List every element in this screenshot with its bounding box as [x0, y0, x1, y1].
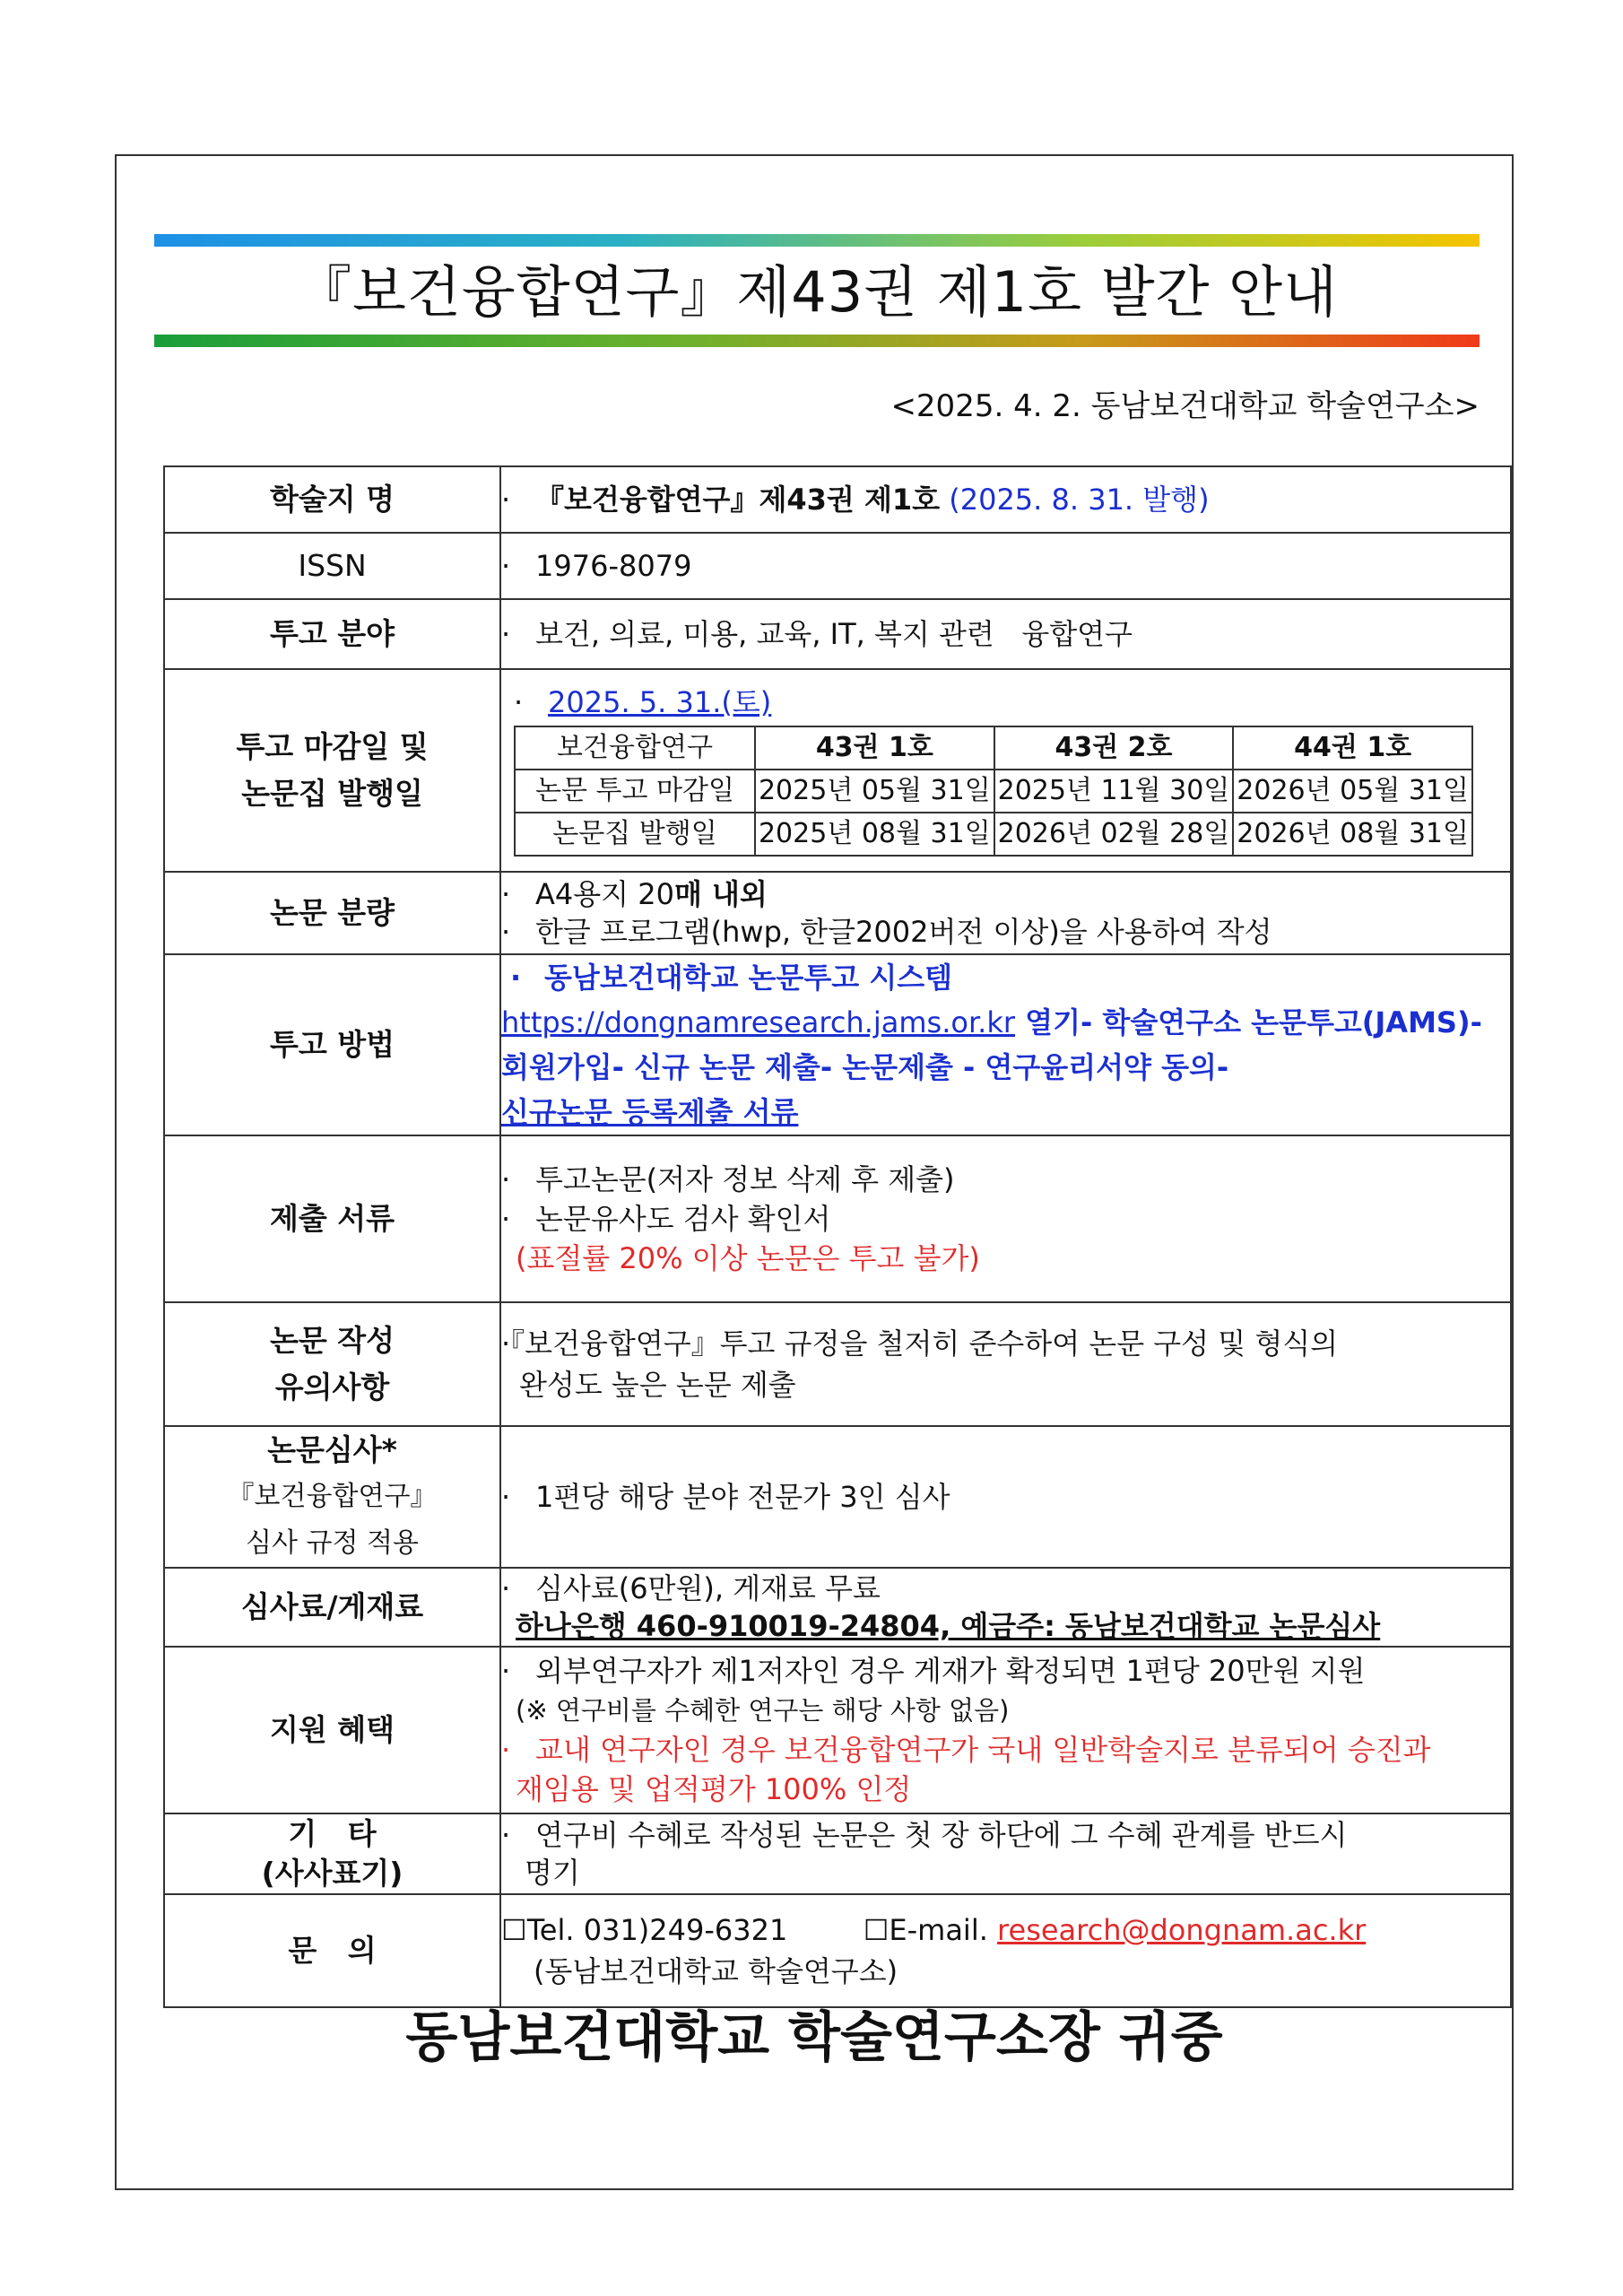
schedule-header: 43권 1호 — [755, 726, 994, 770]
fee-info: 심사료(6만원), 게재료 무료 — [535, 1571, 881, 1605]
row-label: 문 의 — [164, 1894, 500, 2007]
volume-pages: A4용지 20 — [535, 877, 674, 911]
schedule-header: 43권 2호 — [994, 726, 1234, 770]
table-row — [164, 1894, 1511, 2007]
row-value: · 1976-8079 — [500, 533, 1511, 599]
contact-email-link[interactable]: research@dongnam.ac.kr — [997, 1913, 1367, 1947]
volume-format: 한글 프로그램(hwp, 한글2002버전 이상)을 사용하여 작성 — [535, 915, 1272, 949]
row-value: · 외부연구자가 제1저자인 경우 게재가 확정되면 1편당 20만원 지원 (※ 연구비를 수혜한 연구는 해당 사항 없음) · 교내 연구자인 경우 보건융합연구가 국내 일반학술지로 분류되어 승진과 재임용 및 업적평가 100% 인정 — [500, 1647, 1511, 1813]
row-label-line: 투고 마감일 및 — [236, 729, 429, 764]
table-row — [164, 1426, 1511, 1568]
bottom-color-bar — [154, 335, 1480, 347]
row-label-line: (사사표기) — [261, 1856, 404, 1891]
table-row — [164, 466, 1511, 533]
method-step: 신규논문 등록제출 서류 — [501, 1095, 799, 1129]
page-title: 『보건융합연구』제43권 제1호 발간 안내 — [296, 259, 1338, 325]
support-item: 교내 연구자인 경우 보건융합연구가 국내 일반학술지로 분류되어 승진과 — [535, 1733, 1431, 1767]
field-value: 보건, 의료, 미용, 교육, IT, 복지 관련 융합연구 — [535, 617, 1133, 651]
journal-name: 『보건융합연구』제43권 제1호 — [535, 483, 941, 517]
support-item: 외부연구자가 제1저자인 경우 게재가 확정되면 1편당 20만원 지원 — [535, 1654, 1366, 1688]
table-row — [164, 1813, 1511, 1894]
schedule-header: 44권 1호 — [1233, 726, 1472, 770]
support-note: (※ 연구비를 수혜한 연구는 해당 사항 없음) — [516, 1695, 1010, 1726]
deadline-date-link[interactable]: 2025. 5. 31.(토) — [548, 685, 772, 719]
table-row — [164, 1568, 1511, 1647]
contact-tel: ☐Tel. 031)249-6321 — [501, 1913, 788, 1947]
schedule-header: 보건융합연구 — [515, 726, 755, 770]
row-label-line: 기 타 — [288, 1816, 377, 1851]
row-label: 학술지 명 — [164, 466, 500, 533]
review-value: 1편당 해당 분야 전문가 3인 심사 — [535, 1480, 950, 1514]
writing-note: ·『보건융합연구』투고 규정을 철저히 준수하여 논문 구성 및 형식의 — [501, 1326, 1339, 1361]
row-label — [164, 669, 500, 872]
row-label: 지원 혜택 — [164, 1647, 500, 1813]
row-value: · 심사료(6만원), 게재료 무료 하나은행 460-910019-24804, 예금주: 동남보건대학교 논문심사 — [500, 1568, 1511, 1647]
document-item: 논문유사도 검사 확인서 — [535, 1202, 831, 1236]
row-label: 심사료/게재료 — [164, 1568, 500, 1647]
table-row — [164, 599, 1511, 669]
info-table — [163, 465, 1512, 2008]
row-value: · 투고논문(저자 정보 삭제 후 제출) · 논문유사도 검사 확인서 (표절률 20% 이상 논문은 투고 불가) — [500, 1135, 1511, 1302]
bank-account: 하나은행 460-910019-24804, 예금주: 동남보건대학교 논문심사 — [516, 1609, 1381, 1643]
row-value: · 1편당 해당 분야 전문가 3인 심사 — [500, 1426, 1511, 1568]
schedule-cell: 논문집 발행일 — [515, 813, 755, 856]
table-row — [164, 1647, 1511, 1813]
etc-note: 명기 — [525, 1856, 580, 1890]
footer-signature: 동남보건대학교 학술연구소장 귀중 — [405, 2006, 1223, 2069]
row-label-line: 『보건융합연구』 — [227, 1481, 438, 1512]
method-system: 동남보건대학교 논문투고 시스템 — [544, 961, 953, 995]
row-label-line: 심사 규정 적용 — [246, 1527, 419, 1559]
schedule-cell: 2025년 05월 31일 — [755, 770, 994, 813]
schedule-table — [514, 726, 1473, 857]
method-step: 열기- 학술연구소 논문투고(JAMS)- — [1015, 1005, 1482, 1039]
table-row — [164, 1135, 1511, 1302]
schedule-cell: 2026년 08월 31일 — [1233, 813, 1472, 856]
row-value — [500, 1894, 1511, 2007]
row-label: 제출 서류 — [164, 1135, 500, 1302]
top-color-bar — [154, 234, 1480, 247]
row-value: · 2025. 5. 31.(토) 보건융합연구 43권 1호 43권 2호 44권 1호 논문 투고 마감일 2025년 05월 31일 2025년 11월 30일 2026년 05월 31일 논문집 발행일 2025년 08월 31일 2026년 02월 28일 2026년 08월 31일 — [500, 669, 1511, 872]
row-label: 투고 방법 — [164, 954, 500, 1135]
dateline: <2025. 4. 2. 동남보건대학교 학술연구소> — [890, 388, 1480, 424]
row-label — [164, 1302, 500, 1426]
writing-note: 완성도 높은 논문 제출 — [519, 1368, 796, 1402]
volume-limit: 매 내외 — [673, 877, 768, 911]
issn-value: 1976-8079 — [535, 549, 692, 583]
support-item: 재임용 및 업적평가 100% 인정 — [516, 1772, 912, 1806]
row-label-line: 논문심사* — [267, 1432, 397, 1467]
journal-date: (2025. 8. 31. 발행) — [949, 483, 1210, 517]
row-value: · 동남보건대학교 논문투고 시스템 https://dongnamresearch.jams.or.kr 열기- 학술연구소 논문투고(JAMS)- 회원가입- 신규 논문 제출- 논문제출 - 연구윤리서약 동의- 신규논문 등록제출 서류 — [500, 954, 1511, 1135]
schedule-cell: 논문 투고 마감일 — [515, 770, 755, 813]
contact-org: (동남보건대학교 학술연구소) — [534, 1954, 898, 1988]
schedule-cell: 2026년 05월 31일 — [1233, 770, 1472, 813]
table-row — [164, 872, 1511, 954]
plagiarism-note: (표절률 20% 이상 논문은 투고 불가) — [516, 1241, 980, 1275]
row-label: 논문 분량 — [164, 872, 500, 954]
row-value: · 『보건융합연구』제43권 제1호 (2025. 8. 31. 발행) — [500, 466, 1511, 533]
submission-url-link[interactable]: https://dongnamresearch.jams.or.kr — [501, 1005, 1016, 1039]
etc-note: 연구비 수혜로 작성된 논문은 첫 장 하단에 그 수혜 관계를 반드시 — [535, 1818, 1348, 1852]
row-value: · A4용지 20매 내외 · 한글 프로그램(hwp, 한글2002버전 이상)을 사용하여 작성 — [500, 872, 1511, 954]
table-row — [164, 1302, 1511, 1426]
row-value — [500, 1302, 1511, 1426]
schedule-cell: 2025년 08월 31일 — [755, 813, 994, 856]
table-row — [164, 954, 1511, 1135]
table-row — [164, 669, 1511, 872]
document-item: 투고논문(저자 정보 삭제 후 제출) — [535, 1162, 955, 1196]
row-label: 투고 분야 — [164, 599, 500, 669]
table-row — [164, 533, 1511, 599]
row-label-line: 유의사항 — [274, 1370, 390, 1405]
contact-email-label: ☐E-mail. — [863, 1913, 988, 1947]
row-value: · 연구비 수혜로 작성된 논문은 첫 장 하단에 그 수혜 관계를 반드시 명기 — [500, 1813, 1511, 1894]
row-label-line: 논문집 발행일 — [241, 776, 423, 811]
row-label — [164, 1426, 500, 1568]
row-label: ISSN — [164, 533, 500, 599]
row-label-line: 논문 작성 — [269, 1323, 395, 1358]
row-label — [164, 1813, 500, 1894]
method-step: 회원가입- 신규 논문 제출- 논문제출 - 연구윤리서약 동의- — [501, 1050, 1229, 1084]
row-value: · 보건, 의료, 미용, 교육, IT, 복지 관련 융합연구 — [500, 599, 1511, 669]
schedule-cell: 2025년 11월 30일 — [994, 770, 1234, 813]
schedule-cell: 2026년 02월 28일 — [994, 813, 1234, 856]
